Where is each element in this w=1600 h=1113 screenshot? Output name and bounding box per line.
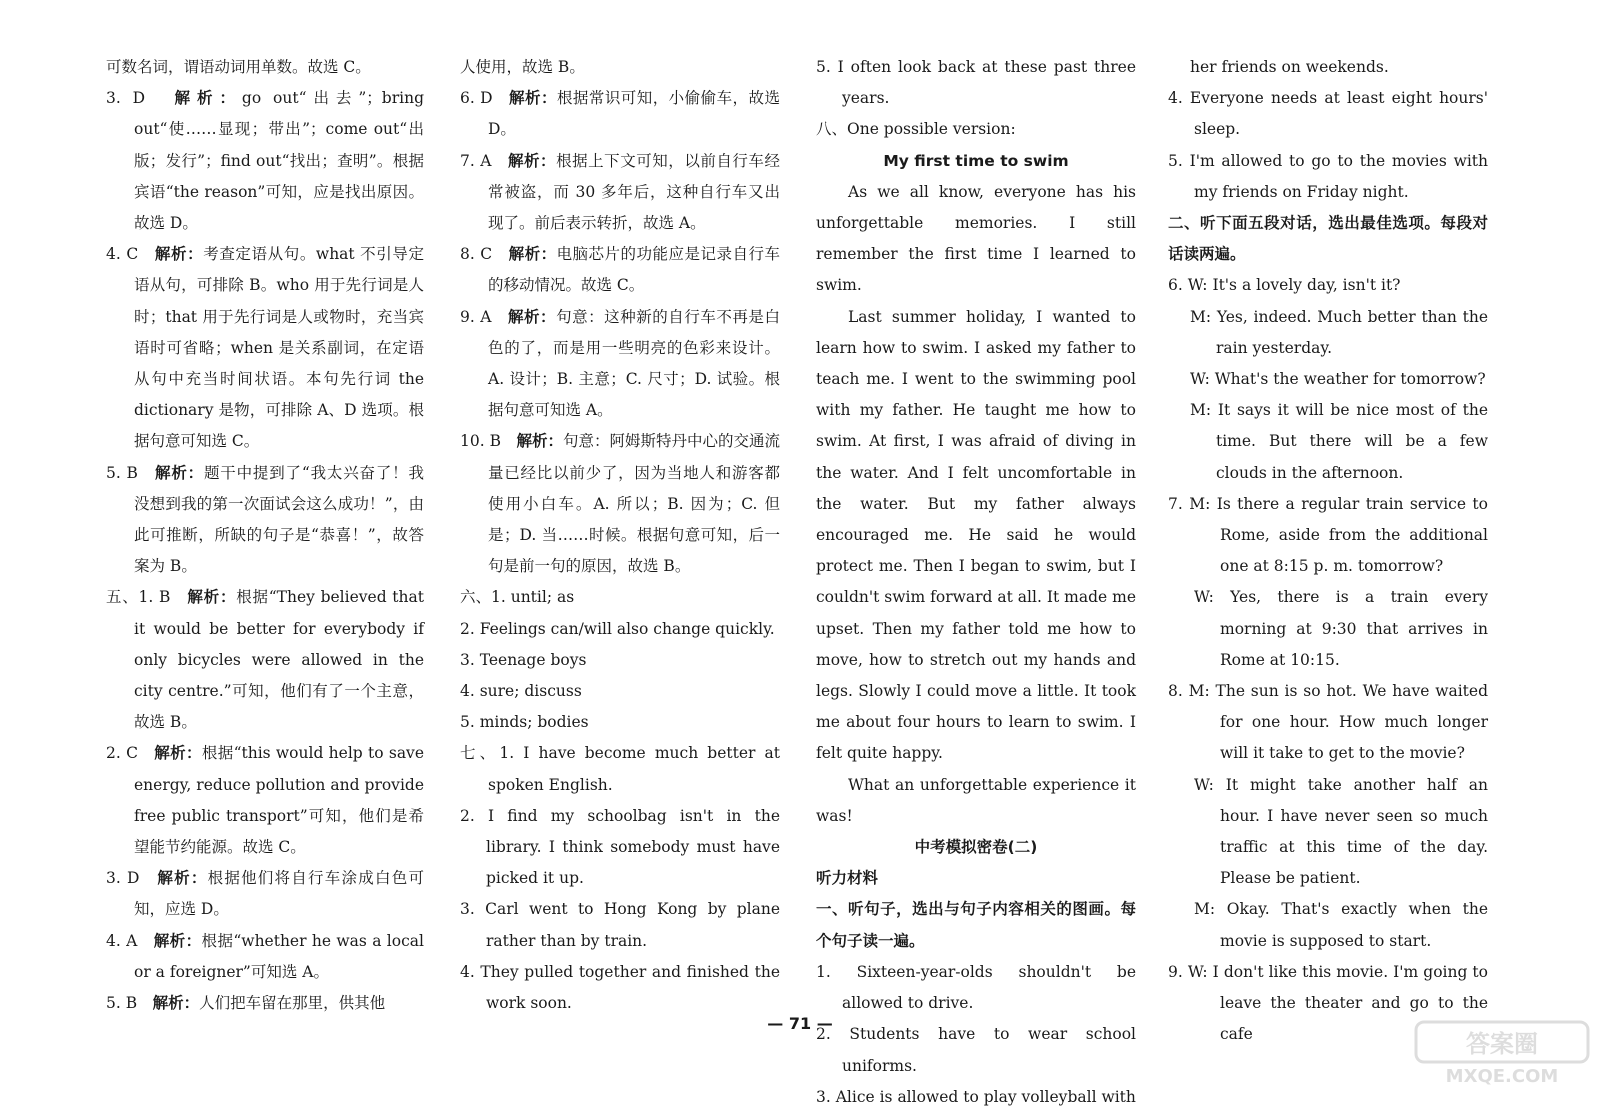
answer-item: 10. B 解析：句意：阿姆斯特丹中心的交通流量已经比以前少了，因为当地人和游客都使用小白车。A. 所以；B. 因为；C. 但是；D. 当……时候。根据句意可知，后一句是前一句的原因，故选 B。 — [460, 432, 781, 576]
dialogue-line: M: It says it will be nice most of the time. But there will be a few clouds in the afternoon. — [1190, 401, 1488, 482]
answer-item: 3. Carl went to Hong Kong by plane rather than by train. — [460, 900, 780, 950]
answer-item: 3. D 解析：go out“出去”；bring out“使……显现；带出”；come out“出版；发行”；find out“找出；查明”。根据宾语“the reason”可知，应是找出原因。故选 D。 — [106, 89, 424, 233]
answer-item: 七、1. I have become much better at spoken English. — [460, 744, 780, 794]
part-heading: 一、听句子，选出与句子内容相关的图画。每个句子读一遍。 — [816, 900, 1136, 950]
answer-item: 2. Feelings can/will also change quickly. — [460, 619, 775, 638]
answer-item: 五、1. B 解析：根据“They believed that it would be better for everybody if only bicycles were allowed in the city centre.”可知，他们有了一个主意，故选 B。 — [106, 588, 424, 732]
answer-item: 3. Teenage boys — [460, 650, 587, 669]
listening-sentence: 3. Alice is allowed to play volleyball with — [816, 1087, 1136, 1106]
answer-item: 4. They pulled together and finished the work soon. — [460, 962, 780, 1013]
answer-item: 4. sure; discuss — [460, 682, 582, 701]
answer-item: 8. C 解析：电脑芯片的功能应是记录自行车的移动情况。故选 C。 — [460, 245, 780, 295]
answer-item: 6. D 解析：根据常识可知，小偷偷车，故选 D。 — [460, 89, 780, 139]
column-2 — [460, 52, 780, 1016]
answer-item: 5. B 解析：人们把车留在那里，供其他 — [106, 994, 386, 1013]
exam-title: 中考模拟密卷(二) — [914, 838, 1038, 857]
listening-sentence: her friends on weekends. — [1190, 58, 1389, 76]
answer-item: 7. A 解析：根据上下文可知，以前自行车经常被盗，而 30 多年后，这种自行车又出现了。前后表示转折，故选 A。 — [460, 151, 780, 233]
answer-continuation: 可数名词，谓语动词用单数。故选 C。 — [106, 58, 371, 76]
answer-item: 5. minds; bodies — [460, 713, 589, 732]
listening-sentence: 4. Everyone needs at least eight hours' sleep. — [1168, 89, 1488, 139]
essay-paragraph: Last summer holiday, I wanted to learn how to swim. I asked my father to teach me. I went to the swimming pool with my father. He taught me how to swim. At first, I was afraid of diving in the water. And I felt uncomfortable in the water. But my father always encouraged me. He said he would protect me. Then I began to swim, but I couldn't swim forward at all. It made me upset. Then my father told me how to move, how to stretch out my hands and legs. Slowly I could move a little. It took me about four hours to learn to swim. I felt quite happy. — [816, 307, 1136, 763]
dialogue-line: 9. W: I don't like this movie. I'm going to leave the theater and go to the cafe — [1168, 962, 1488, 1044]
listening-heading: 听力材料 — [816, 869, 879, 888]
essay-paragraph: What an unforgettable experience it was! — [816, 775, 1136, 825]
answer-item: 六、1. until; as — [460, 588, 575, 607]
answer-item: 9. A 解析：句意：这种新的自行车不再是白色的了，而是用一些明亮的色彩来设计。A. 设计；B. 主意；C. 尺寸；D. 试验。根据句意可知选 A。 — [460, 307, 780, 420]
watermark-logo — [1412, 1018, 1592, 1088]
column-4 — [1168, 52, 1488, 1044]
svg-text:答案圈: 答案圈 — [1466, 1030, 1538, 1058]
dialogue-line: 6. W: It's a lovely day, isn't it? — [1168, 276, 1401, 295]
answer-item: 5. B 解析：题干中提到了“我太兴奋了！我没想到我的第一次面试会这么成功！”，由此可推断，所缺的句子是“恭喜！”，故答案为 B。 — [106, 463, 424, 576]
answer-item: 4. A 解析：根据“whether he was a local or a foreigner”可知选 A。 — [106, 931, 424, 981]
answer-item: 2. C 解析：根据“this would help to save energy, reduce pollution and provide free public transport”可知，他们是希望能节约能源。故选 C。 — [106, 744, 424, 857]
page-number: — 71 — — [767, 1014, 833, 1033]
dialogue-line: W: Yes, there is a train every morning at 9:30 that arrives in Rome at 10:15. — [1194, 588, 1488, 669]
listening-sentence: 5. I'm allowed to go to the movies with my friends on Friday night. — [1168, 151, 1488, 201]
essay-title: My first time to swim — [883, 151, 1069, 170]
answer-continuation: 人使用，故选 B。 — [460, 58, 585, 76]
dialogue-line: W: It might take another half an hour. I have never seen so much traffic at this time of the day. Please be patient. — [1194, 775, 1488, 888]
column-3 — [816, 52, 1136, 1106]
essay-paragraph: As we all know, everyone has his unforgettable memories. I still remember the first time I learned to swim. — [816, 182, 1136, 295]
dialogue-line: W: What's the weather for tomorrow? — [1190, 370, 1486, 389]
answer-item: 4. C 解析：考查定语从句。what 不引导定语从句，可排除 B。who 用于先行词是人时；that 用于先行词是人或物时，充当宾语时可省略；when 是关系副词，在定语从句中充当时间状语。本句先行词 the dictionary 是物，可排除 A、D 选项。根据句意可知选 C。 — [106, 245, 424, 451]
answer-item: 2. I find my schoolbag isn't in the library. I think somebody must have picked it up. — [460, 806, 780, 888]
listening-sentence: 1. Sixteen-year-olds shouldn't be allowed to drive. — [816, 962, 1136, 1013]
section-label: 八、One possible version: — [816, 120, 1016, 139]
svg-text:MXQE.COM: MXQE.COM — [1445, 1066, 1559, 1087]
dialogue-line: M: Yes, indeed. Much better than the rain yesterday. — [1190, 307, 1488, 357]
answer-item: 3. D 解析：根据他们将自行车涂成白色可知，应选 D。 — [106, 869, 424, 919]
part-heading: 二、听下面五段对话，选出最佳选项。每段对话读两遍。 — [1168, 214, 1488, 264]
column-1 — [106, 52, 424, 1016]
answer-item: 5. I often look back at these past three years. — [816, 58, 1136, 108]
dialogue-line: 8. M: The sun is so hot. We have waited for one hour. How much longer will it take to get to the movie? — [1168, 682, 1488, 763]
dialogue-line: 7. M: Is there a regular train service to Rome, aside from the additional one at 8:15 p. m. tomorrow? — [1168, 494, 1488, 576]
dialogue-line: M: Okay. That's exactly when the movie is supposed to start. — [1194, 900, 1488, 950]
listening-sentence: 2. Students have to wear school uniforms. — [816, 1025, 1136, 1075]
